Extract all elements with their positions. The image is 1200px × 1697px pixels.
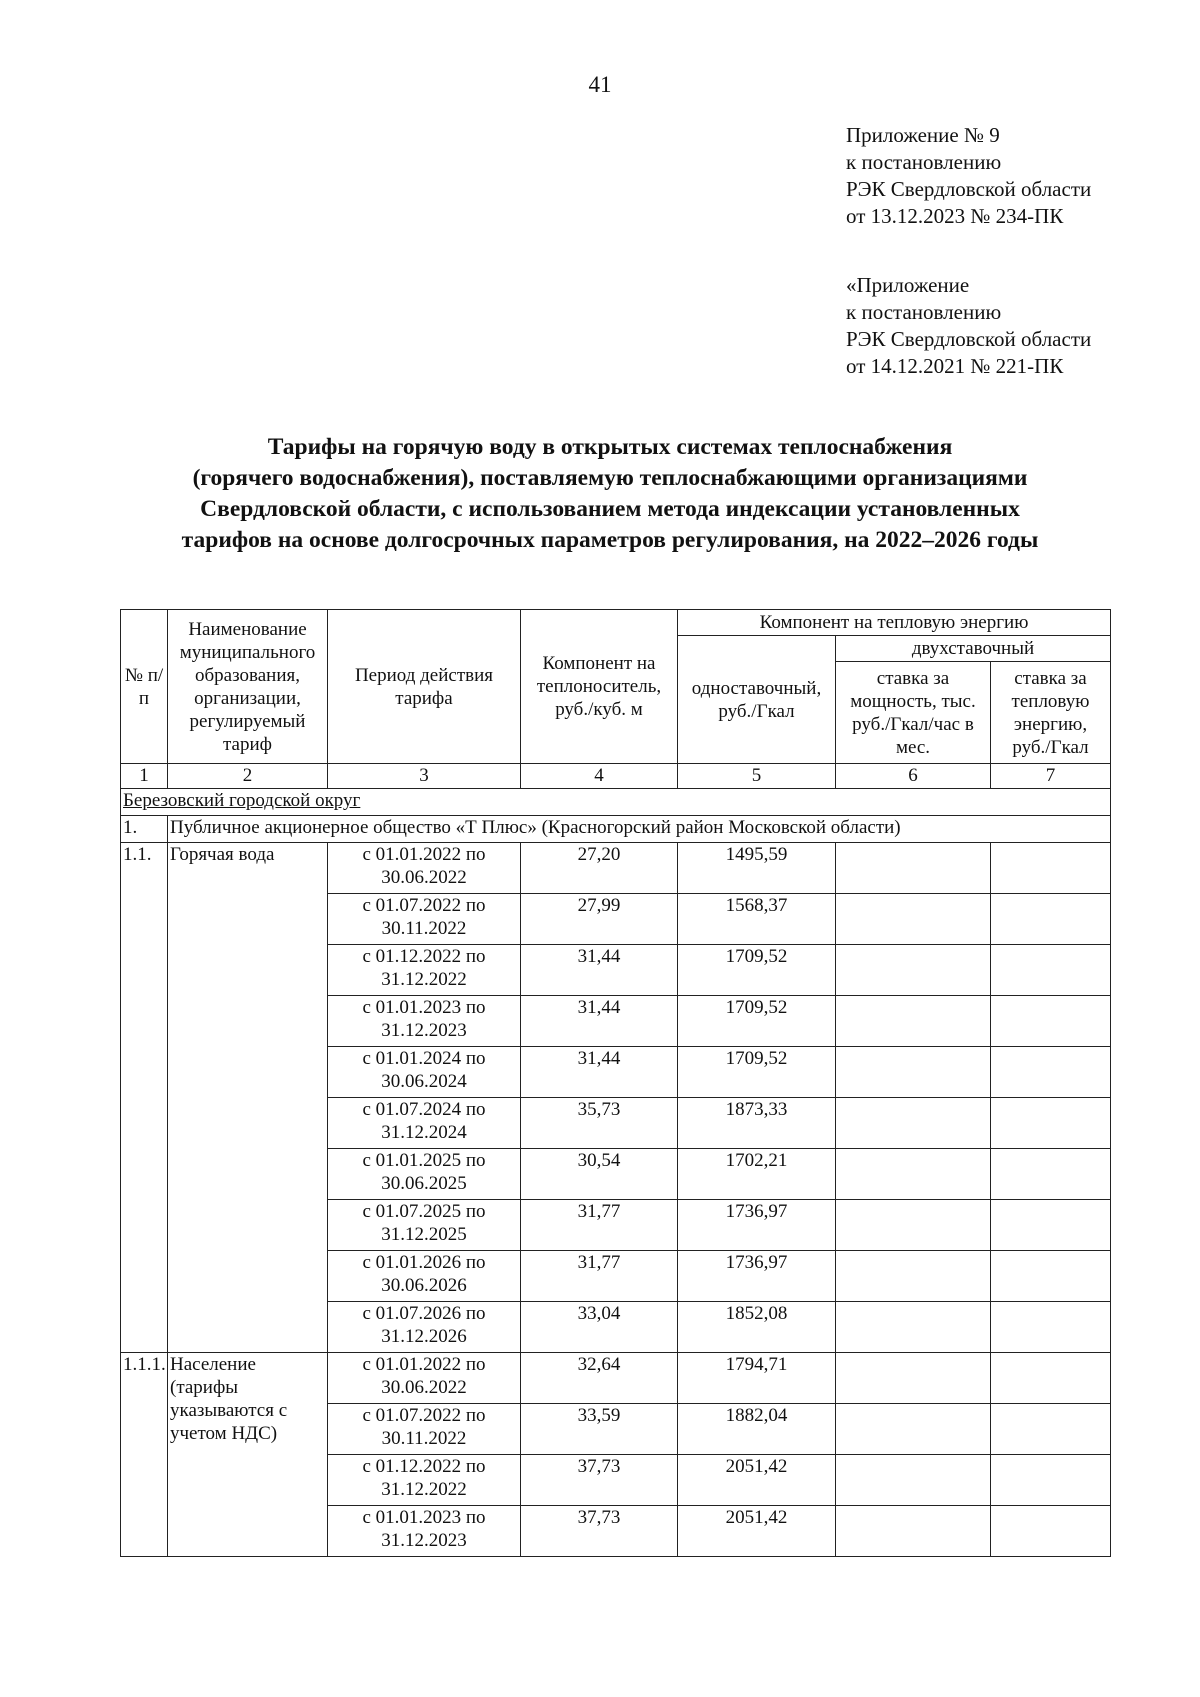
single-rate-value: 2051,42 bbox=[678, 1506, 836, 1557]
capacity-value bbox=[836, 1047, 991, 1098]
tariff-table bbox=[120, 609, 1111, 1557]
group-name: Горячая вода bbox=[168, 843, 328, 1353]
column-number-row bbox=[121, 764, 1111, 789]
title-line: (горячего водоснабжения), поставляемую теплоснабжающими организациями bbox=[192, 465, 1028, 491]
table-row bbox=[121, 1353, 1111, 1404]
appendix-line: к постановлению bbox=[846, 300, 1002, 324]
period-cell: с 01.07.2025 по 31.12.2025 bbox=[328, 1200, 521, 1251]
period-cell: с 01.01.2023 по 31.12.2023 bbox=[328, 1506, 521, 1557]
appendix-line: от 14.12.2021 № 221-ПК bbox=[846, 354, 1064, 378]
capacity-value bbox=[836, 1506, 991, 1557]
energy-value bbox=[991, 843, 1111, 894]
single-rate-value: 1852,08 bbox=[678, 1302, 836, 1353]
header-name: Наименование муниципального образования, организации, регулируемый тариф bbox=[168, 610, 328, 764]
period-cell: с 01.07.2022 по 30.11.2022 bbox=[328, 894, 521, 945]
capacity-value bbox=[836, 1251, 991, 1302]
capacity-value bbox=[836, 996, 991, 1047]
single-rate-value: 1873,33 bbox=[678, 1098, 836, 1149]
period-cell: с 01.01.2025 по 30.06.2025 bbox=[328, 1149, 521, 1200]
table-row bbox=[121, 843, 1111, 894]
single-rate-value: 1709,52 bbox=[678, 1047, 836, 1098]
column-number: 4 bbox=[521, 764, 678, 789]
group-name: Население (тарифы указываются с учетом НДС) bbox=[168, 1353, 328, 1557]
carrier-value: 37,73 bbox=[521, 1506, 678, 1557]
header-single: одноставочный, руб./Гкал bbox=[678, 636, 836, 764]
capacity-value bbox=[836, 1302, 991, 1353]
energy-value bbox=[991, 894, 1111, 945]
carrier-value: 32,64 bbox=[521, 1353, 678, 1404]
group-num: 1.1. bbox=[121, 843, 168, 1353]
capacity-value bbox=[836, 1098, 991, 1149]
capacity-value bbox=[836, 1404, 991, 1455]
section-title: Березовский городской округ bbox=[121, 789, 1111, 816]
appendix-original bbox=[846, 272, 1176, 380]
single-rate-value: 2051,42 bbox=[678, 1455, 836, 1506]
period-cell: с 01.12.2022 по 31.12.2022 bbox=[328, 1455, 521, 1506]
page-number: 41 bbox=[588, 72, 612, 97]
period-cell: с 01.01.2023 по 31.12.2023 bbox=[328, 996, 521, 1047]
energy-value bbox=[991, 1506, 1111, 1557]
single-rate-value: 1736,97 bbox=[678, 1251, 836, 1302]
capacity-value bbox=[836, 1455, 991, 1506]
title-line: Свердловской области, с использованием метода индексации установленных bbox=[200, 496, 1020, 522]
header-period: Период действия тарифа bbox=[328, 610, 521, 764]
header-heat-group: Компонент на тепловую энергию bbox=[678, 610, 1111, 636]
period-cell: с 01.07.2022 по 30.11.2022 bbox=[328, 1404, 521, 1455]
carrier-value: 27,20 bbox=[521, 843, 678, 894]
energy-value bbox=[991, 996, 1111, 1047]
carrier-value: 31,44 bbox=[521, 996, 678, 1047]
appendix-line: от 13.12.2023 № 234-ПК bbox=[846, 204, 1064, 228]
carrier-value: 31,44 bbox=[521, 1047, 678, 1098]
title-line: тарифов на основе долгосрочных параметров регулирования, на 2022–2026 годы bbox=[181, 527, 1039, 553]
energy-value bbox=[991, 1047, 1111, 1098]
capacity-value bbox=[836, 894, 991, 945]
energy-value bbox=[991, 1200, 1111, 1251]
energy-value bbox=[991, 1251, 1111, 1302]
capacity-value bbox=[836, 1200, 991, 1251]
period-cell: с 01.07.2024 по 31.12.2024 bbox=[328, 1098, 521, 1149]
single-rate-value: 1702,21 bbox=[678, 1149, 836, 1200]
appendix-line: к постановлению bbox=[846, 150, 1002, 174]
energy-value bbox=[991, 1404, 1111, 1455]
group-num: 1.1.1. bbox=[121, 1353, 168, 1557]
column-number: 7 bbox=[991, 764, 1111, 789]
period-cell: с 01.07.2026 по 31.12.2026 bbox=[328, 1302, 521, 1353]
header-capacity: ставка за мощность, тыс. руб./Гкал/час в мес. bbox=[836, 662, 991, 764]
organization-row bbox=[121, 816, 1111, 843]
energy-value bbox=[991, 1302, 1111, 1353]
header-num: № п/п bbox=[121, 610, 168, 764]
single-rate-value: 1794,71 bbox=[678, 1353, 836, 1404]
single-rate-value: 1882,04 bbox=[678, 1404, 836, 1455]
period-cell: с 01.12.2022 по 31.12.2022 bbox=[328, 945, 521, 996]
single-rate-value: 1709,52 bbox=[678, 945, 836, 996]
period-cell: с 01.01.2026 по 30.06.2026 bbox=[328, 1251, 521, 1302]
period-cell: с 01.01.2024 по 30.06.2024 bbox=[328, 1047, 521, 1098]
carrier-value: 33,04 bbox=[521, 1302, 678, 1353]
capacity-value bbox=[836, 843, 991, 894]
header-carrier: Компонент на теплоноситель, руб./куб. м bbox=[521, 610, 678, 764]
column-number: 1 bbox=[121, 764, 168, 789]
energy-value bbox=[991, 1098, 1111, 1149]
carrier-value: 31,77 bbox=[521, 1251, 678, 1302]
carrier-value: 31,77 bbox=[521, 1200, 678, 1251]
appendix-line: РЭК Свердловской области bbox=[846, 327, 1092, 351]
appendix-line: «Приложение bbox=[846, 273, 970, 297]
single-rate-value: 1736,97 bbox=[678, 1200, 836, 1251]
energy-value bbox=[991, 945, 1111, 996]
capacity-value bbox=[836, 1149, 991, 1200]
appendix-current bbox=[846, 122, 1176, 230]
section-row bbox=[121, 789, 1111, 816]
column-number: 6 bbox=[836, 764, 991, 789]
header-two-part: двухставочный bbox=[836, 636, 1111, 662]
column-number: 2 bbox=[168, 764, 328, 789]
appendix-line: Приложение № 9 bbox=[846, 123, 1000, 147]
header-energy: ставка за тепловую энергию, руб./Гкал bbox=[991, 662, 1111, 764]
title-line: Тарифы на горячую воду в открытых системах теплоснабжения bbox=[267, 434, 953, 460]
capacity-value bbox=[836, 1353, 991, 1404]
carrier-value: 30,54 bbox=[521, 1149, 678, 1200]
carrier-value: 31,44 bbox=[521, 945, 678, 996]
capacity-value bbox=[836, 945, 991, 996]
period-cell: с 01.01.2022 по 30.06.2022 bbox=[328, 1353, 521, 1404]
column-number: 3 bbox=[328, 764, 521, 789]
carrier-value: 33,59 bbox=[521, 1404, 678, 1455]
organization-num: 1. bbox=[121, 816, 168, 843]
carrier-value: 37,73 bbox=[521, 1455, 678, 1506]
organization-name: Публичное акционерное общество «Т Плюс» (Красногорский район Московской области) bbox=[168, 816, 1111, 843]
appendix-line: РЭК Свердловской области bbox=[846, 177, 1092, 201]
single-rate-value: 1495,59 bbox=[678, 843, 836, 894]
energy-value bbox=[991, 1353, 1111, 1404]
energy-value bbox=[991, 1455, 1111, 1506]
single-rate-value: 1568,37 bbox=[678, 894, 836, 945]
carrier-value: 27,99 bbox=[521, 894, 678, 945]
carrier-value: 35,73 bbox=[521, 1098, 678, 1149]
single-rate-value: 1709,52 bbox=[678, 996, 836, 1047]
period-cell: с 01.01.2022 по 30.06.2022 bbox=[328, 843, 521, 894]
column-number: 5 bbox=[678, 764, 836, 789]
energy-value bbox=[991, 1149, 1111, 1200]
document-title bbox=[90, 432, 1130, 556]
